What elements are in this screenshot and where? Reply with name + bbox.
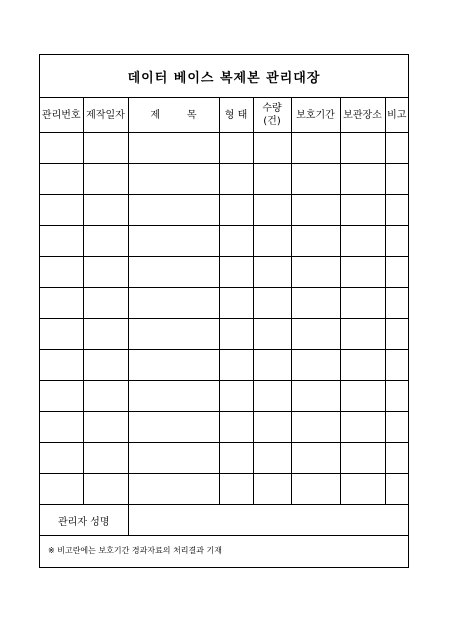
- table-cell[interactable]: [253, 288, 291, 319]
- table-cell[interactable]: [340, 288, 385, 319]
- header-row: [40, 98, 408, 133]
- table-cell[interactable]: [40, 381, 83, 412]
- footnote: ※ 비고란에는 보호기간 경과자료의 처리결과 기재: [40, 536, 408, 566]
- table-cell[interactable]: [219, 474, 253, 505]
- table-cell[interactable]: [128, 412, 219, 443]
- table-cell[interactable]: [291, 319, 340, 350]
- table-cell[interactable]: [340, 133, 385, 164]
- col-header-remarks: 비고: [385, 98, 408, 133]
- table-cell[interactable]: [385, 412, 408, 443]
- table-cell[interactable]: [128, 319, 219, 350]
- ledger-form: [39, 54, 409, 568]
- table-cell[interactable]: [385, 226, 408, 257]
- table-cell[interactable]: [128, 164, 219, 195]
- table-cell[interactable]: [128, 257, 219, 288]
- table-cell[interactable]: [40, 288, 83, 319]
- table-cell[interactable]: [83, 195, 128, 226]
- table-cell[interactable]: [219, 350, 253, 381]
- col-header-title-b: 목: [186, 109, 197, 121]
- table-cell[interactable]: [253, 319, 291, 350]
- table-row: [40, 381, 408, 412]
- table-cell[interactable]: [340, 257, 385, 288]
- table-cell[interactable]: [291, 133, 340, 164]
- table-cell[interactable]: [40, 195, 83, 226]
- col-header-quantity-line1: 수량: [262, 103, 282, 114]
- table-cell[interactable]: [253, 226, 291, 257]
- table-cell[interactable]: [291, 226, 340, 257]
- table-cell[interactable]: [219, 319, 253, 350]
- table-cell[interactable]: [253, 195, 291, 226]
- table-cell[interactable]: [40, 257, 83, 288]
- table-cell[interactable]: [340, 381, 385, 412]
- table-cell[interactable]: [340, 443, 385, 474]
- table-cell[interactable]: [385, 195, 408, 226]
- table-cell[interactable]: [340, 350, 385, 381]
- table-cell[interactable]: [291, 443, 340, 474]
- col-header-id: 관리번호: [40, 98, 83, 133]
- table-cell[interactable]: [340, 164, 385, 195]
- manager-name-field[interactable]: [128, 505, 408, 536]
- table-cell[interactable]: [219, 381, 253, 412]
- ledger-rows: [40, 133, 408, 505]
- table-cell[interactable]: [385, 288, 408, 319]
- table-cell[interactable]: [291, 288, 340, 319]
- table-cell[interactable]: [219, 164, 253, 195]
- table-cell[interactable]: [83, 350, 128, 381]
- table-row: [40, 474, 408, 505]
- table-cell[interactable]: [83, 257, 128, 288]
- table-cell[interactable]: [385, 319, 408, 350]
- col-header-quantity: [253, 98, 291, 133]
- table-cell[interactable]: [253, 381, 291, 412]
- table-cell[interactable]: [291, 412, 340, 443]
- table-cell[interactable]: [385, 474, 408, 505]
- col-header-title-a: 제: [150, 109, 161, 121]
- table-cell[interactable]: [128, 443, 219, 474]
- table-cell[interactable]: [40, 350, 83, 381]
- table-row: [40, 164, 408, 195]
- col-header-location: 보관장소: [340, 98, 385, 133]
- table-cell[interactable]: [291, 381, 340, 412]
- table-cell[interactable]: [385, 257, 408, 288]
- table-cell[interactable]: [40, 133, 83, 164]
- table-cell[interactable]: [128, 381, 219, 412]
- table-cell[interactable]: [40, 412, 83, 443]
- table-cell[interactable]: [83, 226, 128, 257]
- table-row: [40, 257, 408, 288]
- table-row: [40, 319, 408, 350]
- table-cell[interactable]: [219, 443, 253, 474]
- table-row: [40, 350, 408, 381]
- table-cell[interactable]: [40, 226, 83, 257]
- table-cell[interactable]: [128, 195, 219, 226]
- table-cell[interactable]: [128, 226, 219, 257]
- table-cell[interactable]: [219, 257, 253, 288]
- table-cell[interactable]: [128, 350, 219, 381]
- table-cell[interactable]: [83, 133, 128, 164]
- table-cell[interactable]: [40, 164, 83, 195]
- table-cell[interactable]: [253, 133, 291, 164]
- table-cell[interactable]: [340, 195, 385, 226]
- table-cell[interactable]: [83, 164, 128, 195]
- table-cell[interactable]: [219, 288, 253, 319]
- table-cell[interactable]: [128, 133, 219, 164]
- table-cell[interactable]: [253, 443, 291, 474]
- table-cell[interactable]: [219, 226, 253, 257]
- table-cell[interactable]: [291, 164, 340, 195]
- table-cell[interactable]: [253, 474, 291, 505]
- table-row: [40, 412, 408, 443]
- table-row: [40, 288, 408, 319]
- table-cell[interactable]: [291, 474, 340, 505]
- col-header-retention: 보호기간: [291, 98, 340, 133]
- table-cell[interactable]: [340, 474, 385, 505]
- table-cell[interactable]: [291, 195, 340, 226]
- table-cell[interactable]: [83, 412, 128, 443]
- table-cell[interactable]: [83, 474, 128, 505]
- table-cell[interactable]: [340, 226, 385, 257]
- table-cell[interactable]: [385, 443, 408, 474]
- table-cell[interactable]: [253, 164, 291, 195]
- table-cell[interactable]: [340, 412, 385, 443]
- manager-row: [40, 505, 408, 536]
- table-cell[interactable]: [340, 319, 385, 350]
- manager-label: 관리자 성명: [40, 505, 128, 536]
- ledger-table: [40, 97, 408, 565]
- table-cell[interactable]: [253, 257, 291, 288]
- table-cell[interactable]: [219, 133, 253, 164]
- note-row: [40, 536, 408, 566]
- table-row: [40, 443, 408, 474]
- table-cell[interactable]: [291, 350, 340, 381]
- table-cell[interactable]: [83, 443, 128, 474]
- table-cell[interactable]: [83, 381, 128, 412]
- table-cell[interactable]: [40, 474, 83, 505]
- table-cell[interactable]: [385, 381, 408, 412]
- table-cell[interactable]: [128, 474, 219, 505]
- table-row: [40, 226, 408, 257]
- table-cell[interactable]: [385, 164, 408, 195]
- page-title: 데이터 베이스 복제본 관리대장: [127, 70, 321, 86]
- table-row: [40, 195, 408, 226]
- col-header-quantity-line2: (건): [263, 116, 281, 127]
- table-cell[interactable]: [253, 350, 291, 381]
- table-cell[interactable]: [83, 319, 128, 350]
- table-cell[interactable]: [128, 288, 219, 319]
- table-cell[interactable]: [291, 257, 340, 288]
- col-header-title: [128, 98, 219, 133]
- col-header-type: 형 태: [219, 98, 253, 133]
- table-cell[interactable]: [40, 319, 83, 350]
- table-cell[interactable]: [83, 288, 128, 319]
- table-cell[interactable]: [40, 443, 83, 474]
- table-cell[interactable]: [219, 195, 253, 226]
- table-cell[interactable]: [253, 412, 291, 443]
- table-cell[interactable]: [385, 133, 408, 164]
- table-row: [40, 133, 408, 164]
- table-cell[interactable]: [219, 412, 253, 443]
- table-cell[interactable]: [385, 350, 408, 381]
- col-header-date: 제작일자: [83, 98, 128, 133]
